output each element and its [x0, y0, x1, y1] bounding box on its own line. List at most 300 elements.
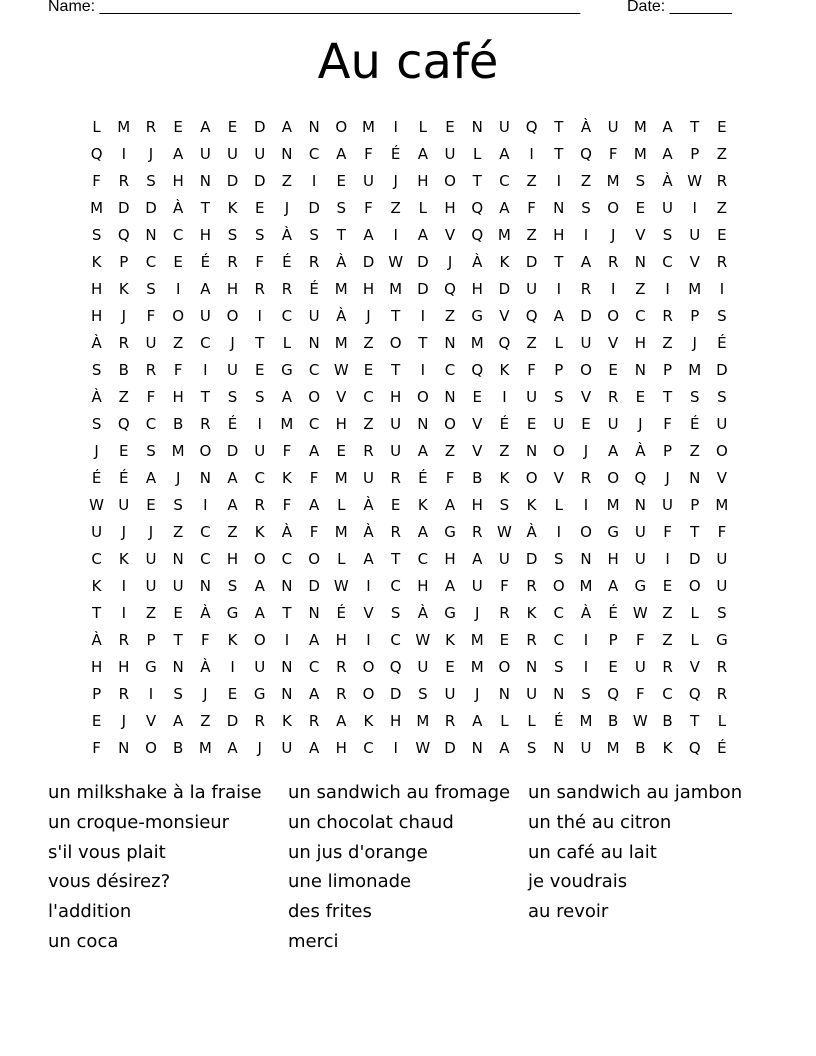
grid-letter: U: [145, 334, 157, 352]
grid-letter: R: [308, 253, 320, 271]
grid-letter: N: [444, 334, 456, 352]
grid-letter: S: [499, 496, 510, 514]
grid-letter: O: [498, 658, 511, 676]
grid-letter: E: [472, 388, 482, 406]
grid-letter: Q: [525, 307, 538, 325]
word-list-item: l'addition: [48, 901, 132, 923]
grid-letter: E: [146, 496, 156, 514]
grid-letter: E: [390, 496, 401, 514]
grid-letter: É: [119, 469, 129, 487]
grid-letter: C: [499, 172, 510, 190]
grid-letter: A: [173, 712, 184, 730]
grid-letter: E: [254, 199, 265, 217]
grid-letter: A: [336, 712, 347, 730]
grid-letter: I: [311, 172, 317, 190]
grid-letter: I: [420, 361, 426, 379]
grid-letter: M: [633, 145, 647, 163]
grid-letter: U: [716, 415, 728, 433]
grid-letter: Z: [444, 307, 456, 325]
grid-letter: S: [717, 388, 727, 406]
grid-row: [83, 141, 736, 168]
grid-letter: S: [146, 280, 156, 298]
grid-letter: M: [606, 739, 620, 757]
grid-letter: W: [632, 604, 648, 622]
grid-letter: A: [499, 145, 510, 163]
grid-letter: Q: [90, 145, 103, 163]
grid-letter: K: [254, 523, 265, 541]
grid-letter: R: [607, 253, 619, 271]
grid-letter: P: [690, 496, 700, 514]
grid-letter: O: [416, 388, 429, 406]
grid-letter: K: [662, 739, 673, 757]
grid-letter: É: [200, 253, 211, 271]
word-list-item: vous désirez?: [48, 871, 171, 893]
grid-letter: O: [253, 631, 266, 649]
grid-letter: A: [499, 199, 510, 217]
grid-letter: É: [499, 415, 510, 433]
grid-letter: D: [444, 739, 456, 757]
grid-row: [83, 303, 736, 330]
grid-letter: S: [91, 226, 102, 244]
word-list: [48, 778, 768, 957]
grid-letter: I: [556, 523, 561, 541]
grid-letter: T: [418, 334, 428, 352]
grid-letter: U: [716, 577, 728, 595]
grid-letter: I: [719, 280, 725, 298]
grid-letter: N: [471, 118, 483, 136]
grid-letter: Z: [526, 172, 537, 190]
word-list-item: un coca: [48, 930, 119, 952]
grid-letter: G: [253, 685, 266, 703]
grid-letter: F: [146, 388, 156, 406]
grid-letter: E: [227, 118, 238, 136]
grid-letter: L: [717, 712, 727, 730]
grid-letter: T: [391, 307, 401, 325]
grid-letter: D: [226, 712, 239, 730]
grid-letter: U: [553, 415, 565, 433]
grid-letter: R: [281, 280, 293, 298]
grid-letter: É: [91, 469, 102, 487]
grid-letter: P: [663, 442, 673, 460]
grid-letter: K: [526, 496, 537, 514]
grid-letter: I: [692, 199, 697, 217]
grid-letter: S: [390, 604, 401, 622]
grid-letter: M: [497, 226, 511, 244]
grid-letter: T: [690, 712, 700, 730]
grid-row: [83, 357, 736, 384]
grid-letter: J: [475, 604, 480, 622]
grid-letter: F: [201, 631, 210, 649]
grid-letter: L: [418, 199, 428, 217]
grid-letter: Z: [526, 334, 537, 352]
grid-letter: S: [309, 226, 319, 244]
grid-letter: U: [308, 307, 320, 325]
grid-letter: F: [282, 442, 292, 460]
grid-letter: C: [308, 658, 320, 676]
grid-letter: M: [606, 172, 620, 190]
grid-letter: B: [118, 361, 129, 379]
grid-letter: K: [499, 361, 510, 379]
grid-letter: C: [390, 577, 401, 595]
grid-letter: R: [118, 334, 129, 352]
grid-letter: N: [580, 550, 592, 568]
grid-letter: M: [579, 712, 593, 730]
grid-letter: A: [336, 145, 347, 163]
grid-letter: G: [444, 523, 456, 541]
date-field-label: Date: _______: [627, 0, 732, 15]
grid-letter: S: [173, 685, 183, 703]
grid-letter: J: [94, 442, 99, 460]
grid-letter: S: [554, 388, 564, 406]
grid-letter: G: [716, 631, 728, 649]
word-list-item: un chocolat chaud: [288, 811, 454, 833]
grid-letter: Z: [580, 172, 592, 190]
grid-letter: K: [363, 712, 374, 730]
grid-letter: U: [227, 145, 239, 163]
grid-letter: A: [472, 550, 483, 568]
grid-letter: J: [257, 739, 262, 757]
grid-letter: O: [362, 685, 375, 703]
grid-letter: U: [498, 118, 510, 136]
grid-letter: S: [418, 685, 428, 703]
grid-letter: À: [91, 334, 102, 352]
grid-letter: U: [662, 199, 674, 217]
grid-letter: D: [145, 199, 157, 217]
grid-letter: N: [498, 685, 511, 703]
grid-letter: Z: [173, 523, 184, 541]
grid-letter: K: [499, 253, 510, 271]
grid-letter: D: [417, 280, 429, 298]
grid-letter: A: [173, 145, 184, 163]
grid-letter: E: [254, 361, 265, 379]
grid-row: [83, 114, 736, 141]
grid-letter: N: [199, 577, 211, 595]
grid-letter: R: [580, 469, 592, 487]
grid-letter: Z: [118, 388, 129, 406]
grid-letter: U: [607, 415, 619, 433]
grid-letter: R: [607, 388, 619, 406]
grid-letter: R: [145, 118, 157, 136]
grid-letter: W: [333, 577, 349, 595]
grid-letter: R: [472, 523, 483, 541]
grid-letter: O: [444, 172, 456, 190]
grid-letter: H: [444, 550, 456, 568]
grid-letter: U: [580, 334, 592, 352]
grid-letter: K: [91, 577, 102, 595]
grid-letter: V: [580, 388, 592, 406]
grid-letter: T: [282, 604, 292, 622]
grid-letter: B: [472, 469, 483, 487]
grid-letter: E: [608, 658, 618, 676]
grid-letter: À: [662, 172, 673, 190]
grid-letter: L: [337, 550, 346, 568]
grid-letter: C: [363, 388, 374, 406]
grid-letter: I: [556, 172, 561, 190]
grid-letter: P: [690, 145, 700, 163]
grid-letter: É: [689, 415, 700, 433]
grid-letter: T: [255, 334, 265, 352]
grid-letter: A: [662, 145, 673, 163]
grid-letter: I: [366, 631, 371, 649]
grid-letter: L: [92, 118, 101, 136]
word-list-item: un thé au citron: [528, 811, 672, 833]
grid-letter: J: [583, 442, 589, 460]
grid-letter: T: [173, 631, 183, 649]
grid-letter: À: [91, 631, 102, 649]
grid-letter: É: [282, 253, 292, 271]
grid-letter: A: [553, 307, 564, 325]
grid-letter: I: [665, 550, 670, 568]
grid-letter: M: [90, 199, 104, 217]
grid-letter: U: [526, 685, 538, 703]
grid-letter: Q: [117, 415, 130, 433]
grid-letter: F: [92, 739, 101, 757]
grid-letter: T: [200, 199, 210, 217]
grid-letter: R: [227, 253, 238, 271]
grid-letter: A: [308, 631, 320, 649]
grid-letter: F: [282, 496, 292, 514]
grid-letter: N: [199, 172, 211, 190]
grid-letter: I: [203, 496, 208, 514]
grid-letter: O: [552, 442, 565, 460]
grid-letter: F: [636, 631, 645, 649]
grid-letter: K: [499, 469, 510, 487]
grid-letter: E: [336, 442, 347, 460]
grid-letter: F: [608, 145, 618, 163]
grid-letter: À: [281, 523, 293, 541]
grid-letter: E: [581, 415, 591, 433]
grid-letter: P: [146, 631, 156, 649]
grid-letter: O: [580, 361, 592, 379]
grid-letter: É: [418, 469, 428, 487]
grid-letter: R: [716, 253, 728, 271]
grid-letter: U: [390, 415, 402, 433]
grid-letter: Z: [635, 280, 646, 298]
grid-letter: E: [119, 442, 129, 460]
grid-letter: M: [334, 280, 348, 298]
word-list-item: des frites: [288, 901, 372, 923]
grid-letter: F: [364, 145, 373, 163]
grid-letter: N: [471, 739, 483, 757]
grid-row: [83, 276, 736, 303]
grid-letter: E: [608, 361, 618, 379]
grid-letter: J: [475, 685, 480, 703]
grid-letter: A: [662, 118, 673, 136]
grid-letter: J: [121, 712, 126, 730]
grid-row: [83, 222, 736, 249]
grid-letter: A: [281, 118, 293, 136]
grid-letter: C: [662, 253, 673, 271]
grid-letter: À: [363, 523, 374, 541]
grid-letter: F: [309, 469, 319, 487]
grid-letter: N: [634, 361, 646, 379]
grid-letter: A: [254, 604, 265, 622]
grid-letter: M: [334, 469, 348, 487]
grid-letter: I: [502, 388, 507, 406]
grid-letter: H: [553, 226, 565, 244]
grid-letter: P: [554, 361, 564, 379]
grid-letter: D: [308, 577, 320, 595]
grid-letter: C: [363, 739, 374, 757]
grid-letter: V: [689, 253, 700, 271]
grid-letter: Z: [499, 442, 510, 460]
grid-letter: F: [527, 199, 536, 217]
grid-letter: T: [662, 388, 673, 406]
grid-letter: F: [309, 523, 319, 541]
grid-letter: I: [121, 145, 126, 163]
grid-letter: U: [254, 658, 266, 676]
grid-letter: Z: [145, 604, 157, 622]
grid-letter: N: [199, 469, 211, 487]
grid-letter: D: [389, 685, 402, 703]
grid-letter: D: [253, 172, 266, 190]
grid-letter: E: [662, 577, 673, 595]
grid-letter: À: [472, 253, 483, 271]
grid-letter: F: [364, 199, 373, 217]
grid-letter: U: [634, 523, 646, 541]
grid-letter: H: [335, 739, 347, 757]
word-list-item: un café au lait: [528, 841, 657, 863]
grid-letter: N: [145, 226, 157, 244]
grid-letter: L: [554, 496, 563, 514]
grid-letter: Z: [227, 523, 238, 541]
grid-letter: A: [608, 577, 619, 595]
grid-letter: M: [633, 118, 647, 136]
grid-letter: N: [444, 388, 456, 406]
grid-letter: L: [500, 712, 509, 730]
grid-letter: V: [472, 442, 483, 460]
grid-letter: Z: [281, 172, 293, 190]
grid-letter: À: [580, 118, 592, 136]
grid-letter: C: [91, 550, 102, 568]
grid-letter: S: [227, 388, 238, 406]
grid-letter: C: [417, 550, 429, 568]
grid-letter: N: [689, 469, 701, 487]
grid-row: [83, 492, 736, 519]
grid-letter: N: [417, 415, 429, 433]
grid-letter: O: [444, 415, 456, 433]
grid-letter: I: [529, 145, 534, 163]
grid-letter: À: [91, 388, 102, 406]
grid-letter: Z: [173, 334, 184, 352]
grid-letter: E: [445, 118, 455, 136]
grid-letter: À: [417, 604, 428, 622]
grid-letter: D: [688, 550, 701, 568]
grid-letter: C: [662, 685, 673, 703]
grid-row: [83, 627, 736, 654]
word-list-item: un sandwich au jambon: [528, 782, 743, 803]
grid-letter: Q: [471, 361, 484, 379]
grid-letter: J: [121, 523, 126, 541]
grid-letter: A: [227, 496, 238, 514]
grid-letter: E: [227, 685, 238, 703]
grid-letter: M: [334, 334, 348, 352]
grid-letter: U: [362, 469, 374, 487]
grid-letter: A: [499, 739, 510, 757]
grid-letter: H: [634, 334, 646, 352]
grid-letter: S: [526, 739, 537, 757]
grid-letter: U: [362, 172, 374, 190]
grid-letter: H: [417, 577, 429, 595]
word-list-item: merci: [288, 930, 339, 952]
grid-letter: O: [172, 307, 185, 325]
grid-letter: H: [335, 415, 347, 433]
grid-letter: S: [254, 226, 265, 244]
grid-letter: J: [665, 469, 670, 487]
grid-letter: À: [580, 604, 592, 622]
grid-letter: À: [200, 658, 211, 676]
grid-letter: C: [444, 361, 456, 379]
grid-letter: Z: [716, 145, 728, 163]
grid-letter: G: [634, 577, 647, 595]
grid-letter: K: [118, 550, 129, 568]
grid-letter: O: [716, 442, 728, 460]
grid-row: [83, 438, 736, 465]
grid-letter: O: [199, 442, 212, 460]
grid-letter: R: [336, 658, 347, 676]
grid-letter: U: [662, 496, 674, 514]
grid-letter: F: [173, 361, 183, 379]
grid-letter: Q: [444, 280, 456, 298]
grid-letter: Q: [688, 739, 701, 757]
grid-letter: J: [148, 145, 154, 163]
grid-letter: R: [336, 685, 347, 703]
grid-letter: M: [280, 415, 294, 433]
grid-letter: I: [175, 280, 181, 298]
grid-letter: C: [308, 145, 320, 163]
grid-letter: E: [499, 631, 510, 649]
grid-letter: S: [581, 199, 591, 217]
grid-letter: H: [471, 496, 483, 514]
grid-letter: I: [148, 685, 154, 703]
grid-letter: N: [634, 253, 646, 271]
grid-letter: S: [662, 226, 673, 244]
grid-letter: D: [226, 172, 239, 190]
grid-letter: I: [121, 577, 126, 595]
grid-letter: N: [118, 739, 130, 757]
grid-letter: W: [89, 496, 105, 514]
grid-letter: M: [470, 658, 484, 676]
grid-letter: R: [254, 712, 265, 730]
grid-letter: W: [687, 172, 703, 190]
grid-letter: É: [336, 604, 347, 622]
grid-letter: O: [552, 577, 565, 595]
grid-letter: H: [390, 388, 402, 406]
grid-letter: E: [635, 199, 646, 217]
grid-letter: O: [362, 658, 375, 676]
grid-letter: A: [308, 739, 320, 757]
grid-letter: S: [254, 388, 265, 406]
grid-letter: I: [420, 307, 426, 325]
grid-letter: T: [200, 388, 210, 406]
grid-letter: W: [632, 712, 648, 730]
grid-letter: R: [118, 685, 129, 703]
grid-letter: Z: [363, 334, 374, 352]
grid-letter: T: [690, 118, 700, 136]
grid-letter: V: [145, 712, 157, 730]
grid-letter: À: [336, 253, 347, 271]
grid-letter: V: [444, 226, 456, 244]
grid-letter: Z: [716, 199, 728, 217]
grid-letter: I: [257, 415, 262, 433]
grid-row: [83, 654, 736, 681]
grid-letter: J: [447, 253, 453, 271]
grid-letter: A: [145, 469, 157, 487]
grid-letter: C: [281, 550, 293, 568]
grid-letter: A: [417, 523, 428, 541]
grid-letter: Z: [662, 604, 673, 622]
grid-letter: U: [281, 739, 293, 757]
